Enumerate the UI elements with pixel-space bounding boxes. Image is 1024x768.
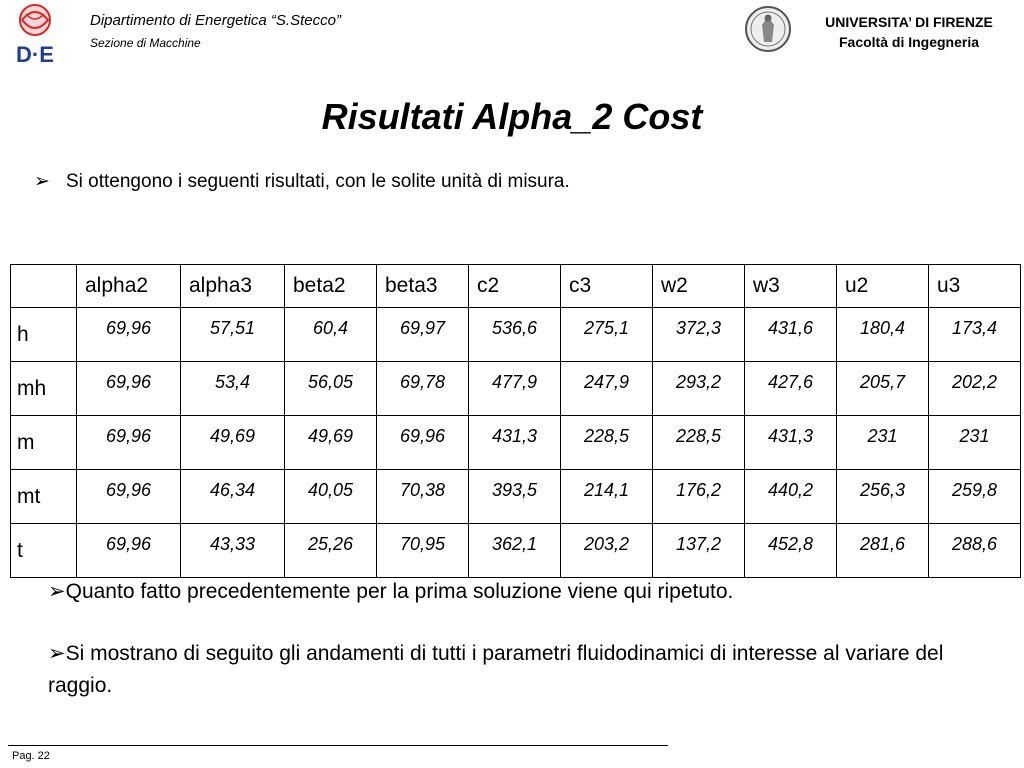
table-cell: 536,6 <box>469 308 561 362</box>
bullet-repeat <box>48 576 948 608</box>
table-cell: 70,38 <box>377 470 469 524</box>
row-label: mt <box>11 470 77 524</box>
table-cell: 431,3 <box>745 416 837 470</box>
table-cell: 69,96 <box>77 416 181 470</box>
bullet-arrow-icon: ➢ <box>34 171 50 192</box>
table-header-row <box>11 265 1021 308</box>
table-cell: 53,4 <box>181 362 285 416</box>
slide-title: Risultati Alpha_2 Cost <box>321 96 703 137</box>
section-name: Sezione di Macchine <box>90 36 201 50</box>
column-header: w3 <box>745 265 837 308</box>
bullet-text: Si mostrano di seguito gli andamenti di tutti i parametri fluidodinamici di interesse al variare del raggio. <box>48 642 944 697</box>
department-name: Dipartimento di Energetica “S.Stecco” <box>90 12 341 29</box>
table-cell: 46,34 <box>181 470 285 524</box>
table-cell: 69,96 <box>77 524 181 578</box>
table-cell: 231 <box>837 416 929 470</box>
table-cell: 40,05 <box>285 470 377 524</box>
table-cell: 427,6 <box>745 362 837 416</box>
table-cell: 281,6 <box>837 524 929 578</box>
table-cell: 56,05 <box>285 362 377 416</box>
table-cell: 202,2 <box>929 362 1021 416</box>
table-cell: 256,3 <box>837 470 929 524</box>
table-row <box>11 470 1021 524</box>
table-cell: 43,33 <box>181 524 285 578</box>
column-header: c3 <box>561 265 653 308</box>
footer-divider <box>8 745 668 746</box>
table-cell: 205,7 <box>837 362 929 416</box>
page-number: Pag. 22 <box>12 750 50 762</box>
intro-text: Si ottengono i seguenti risultati, con le solite unità di misura. <box>66 171 570 192</box>
table-cell: 393,5 <box>469 470 561 524</box>
table-cell: 173,4 <box>929 308 1021 362</box>
table-row <box>11 308 1021 362</box>
table-cell: 228,5 <box>561 416 653 470</box>
table-cell: 275,1 <box>561 308 653 362</box>
table-cell: 69,97 <box>377 308 469 362</box>
table-cell: 477,9 <box>469 362 561 416</box>
table-cell: 60,4 <box>285 308 377 362</box>
table-row <box>11 416 1021 470</box>
table-cell: 440,2 <box>745 470 837 524</box>
table-cell: 228,5 <box>653 416 745 470</box>
table-cell: 176,2 <box>653 470 745 524</box>
table-cell: 259,8 <box>929 470 1021 524</box>
row-label: mh <box>11 362 77 416</box>
row-label: t <box>11 524 77 578</box>
table-cell: 70,95 <box>377 524 469 578</box>
results-table <box>10 264 1021 578</box>
faculty-name: Facoltà di Ingegneria <box>838 34 980 50</box>
table-cell: 69,96 <box>77 308 181 362</box>
column-header: beta2 <box>285 265 377 308</box>
table-cell: 69,96 <box>77 362 181 416</box>
table-cell: 49,69 <box>285 416 377 470</box>
column-header: alpha2 <box>77 265 181 308</box>
bullet-arrow-icon: ➢ <box>48 642 66 665</box>
bullet-arrow-icon: ➢ <box>48 580 66 603</box>
table-cell: 137,2 <box>653 524 745 578</box>
table-cell: 69,96 <box>77 470 181 524</box>
university-block <box>800 12 1018 52</box>
intro-bullet <box>34 170 570 193</box>
university-name: UNIVERSITA’ DI FIRENZE <box>825 14 993 30</box>
logo-text: D·E <box>16 42 54 66</box>
column-header: c2 <box>469 265 561 308</box>
table-cell: 431,6 <box>745 308 837 362</box>
table-cell: 452,8 <box>745 524 837 578</box>
bullet-text: Quanto fatto precedentemente per la prima soluzione viene qui ripetuto. <box>65 580 734 603</box>
table-cell: 293,2 <box>653 362 745 416</box>
column-header: beta3 <box>377 265 469 308</box>
table-cell: 57,51 <box>181 308 285 362</box>
table-cell: 25,26 <box>285 524 377 578</box>
row-label: m <box>11 416 77 470</box>
table-cell: 49,69 <box>181 416 285 470</box>
de-logo <box>4 2 66 66</box>
column-header: u2 <box>837 265 929 308</box>
table-cell: 431,3 <box>469 416 561 470</box>
table-row <box>11 524 1021 578</box>
table-cell: 69,78 <box>377 362 469 416</box>
table-cell: 231 <box>929 416 1021 470</box>
table-cell: 203,2 <box>561 524 653 578</box>
row-label: h <box>11 308 77 362</box>
bullet-trends <box>48 638 948 702</box>
table-cell: 214,1 <box>561 470 653 524</box>
table-cell: 180,4 <box>837 308 929 362</box>
column-header: w2 <box>653 265 745 308</box>
table-cell: 288,6 <box>929 524 1021 578</box>
table-cell: 69,96 <box>377 416 469 470</box>
column-header: alpha3 <box>181 265 285 308</box>
table-cell: 362,1 <box>469 524 561 578</box>
table-row <box>11 362 1021 416</box>
table-corner-cell <box>11 265 77 308</box>
table-cell: 247,9 <box>561 362 653 416</box>
table-cell: 372,3 <box>653 308 745 362</box>
column-header: u3 <box>929 265 1021 308</box>
university-seal-icon <box>744 5 792 53</box>
